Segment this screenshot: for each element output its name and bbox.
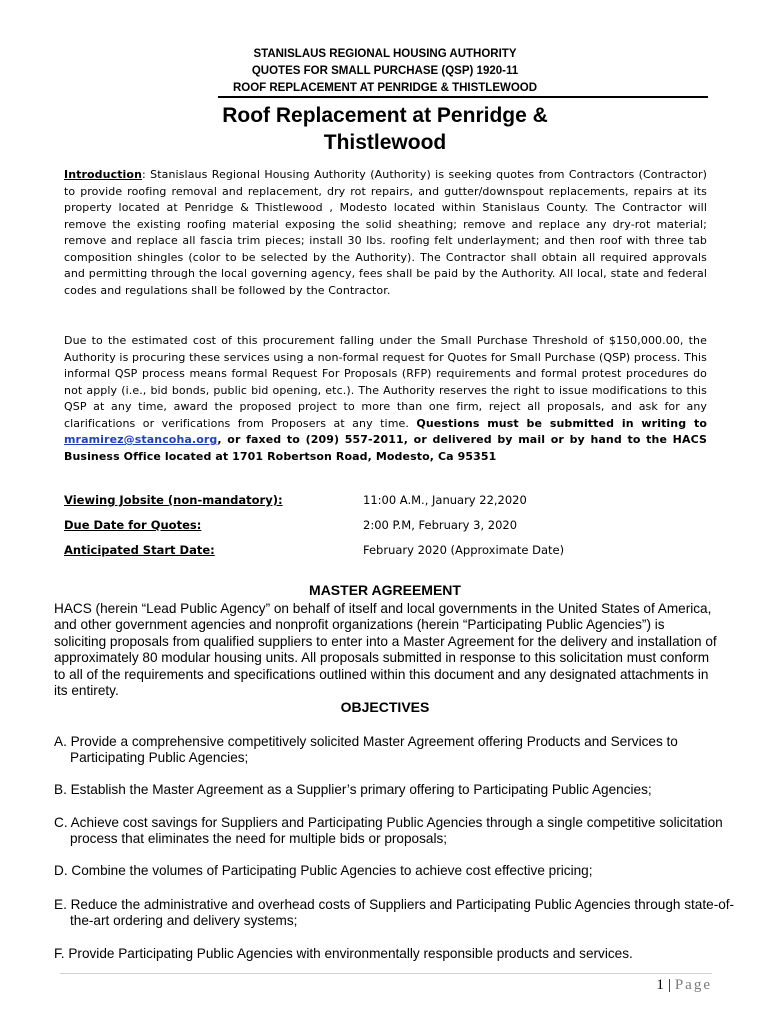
page-separator: |: [667, 977, 671, 993]
intro-paragraph: [64, 167, 707, 299]
intro-text: : Stanislaus Regional Housing Authority (Authority) is seeking quotes from Contractors (Contractor) to provide roofing removal and replacement, dry rot repairs, and gutter/downspout replacements, repairs at its property located at Penridge & Thistlewood , Modesto located within Stanislaus County. The Contractor will remove the existing roofing material exposing the solid sheathing; remove and replace any dry-rot material; remove and replace all fascia trim pieces; install 30 lbs. roofing felt underlayment; and then roof with three tab composition shingles (color to be selected by the Authority). The Contractor shall obtain all required approvals and permitting through the local governing agency, fees shall be paid by the Authority. All local, state and federal codes and regulations shall be followed by the Contractor.: [64, 168, 707, 297]
page-footer: [656, 977, 712, 994]
email-link[interactable]: mramirez@stancoha.org: [64, 433, 218, 446]
schedule-label: Anticipated Start Date:: [64, 543, 215, 557]
cost-instructions-b: , or faxed to (209) 557-2011, or delivered by mail or by hand to the HACS Business Office located at 1701 Robertson Road, Modesto, Ca 95351: [64, 433, 707, 463]
master-agreement-heading: MASTER AGREEMENT: [309, 582, 461, 598]
page-number: 1: [656, 977, 664, 993]
header-project: ROOF REPLACEMENT AT PENRIDGE & THISTLEWOOD: [232, 82, 538, 94]
schedule-label: Viewing Jobsite (non-mandatory):: [64, 493, 283, 507]
header-qsp: QUOTES FOR SMALL PURCHASE (QSP) 1920-11: [251, 65, 519, 77]
master-agreement-text: HACS (herein “Lead Public Agency” on behalf of itself and local governments in the United States of America, and other government agencies and nonprofit organizations (herein “Participating Public Agencies”) is soliciting proposals from qualified suppliers to enter into a Master Agreement for the delivery and installation of approximately 80 modular housing units. All proposals submitted in response to this solicitation must conform to all of the requirements and specifications outlined within this document and any designated attachments in its entirety.: [54, 601, 717, 699]
objective-item: B. Establish the Master Agreement as a Supplier’s primary offering to Participating Public Agencies;: [54, 782, 652, 797]
schedule-value: 11:00 A.M., January 22,2020: [363, 493, 527, 507]
header-org: STANISLAUS REGIONAL HOUSING AUTHORITY: [253, 48, 517, 60]
objective-item: D. Combine the volumes of Participating Public Agencies to achieve cost effective pricing;: [54, 863, 593, 878]
objective-item: E. Reduce the administrative and overhead costs of Suppliers and Participating Public Agencies through state-of-the-art ordering and delivery systems;: [54, 897, 735, 929]
cost-paragraph: [64, 333, 707, 465]
title-line-1: Roof Replacement at Penridge &: [222, 104, 548, 127]
cost-text: Due to the estimated cost of this procurement falling under the Small Purchase Threshold of $150,000.00, the Authority is procuring these services using a non-formal request for Quotes for Small Purchase (QSP) process. This informal QSP process means formal Request For Proposals (RFP) requirements and formal protest procedures do not apply (i.e., bid bonds, public bid opening, etc.). The Authority reserves the right to issue modifications to this QSP at any time, award the proposed project to more than one firm, reject all proposals, and ask for any clarifications or verifications from Proposers at any time.: [64, 334, 707, 430]
objective-item: F. Provide Participating Public Agencies with environmentally responsible products and services.: [54, 946, 633, 961]
objectives-heading: OBJECTIVES: [340, 699, 430, 715]
objective-item: A. Provide a comprehensive competitively solicited Master Agreement offering Products and Services to Participating Public Agencies;: [54, 734, 678, 766]
schedule-value: 2:00 P.M, February 3, 2020: [363, 518, 518, 532]
page-label: Page: [674, 977, 712, 993]
schedule-label: Due Date for Quotes:: [64, 518, 202, 532]
footer-rule: [60, 973, 712, 974]
title-line-2: Thistlewood: [323, 131, 447, 154]
intro-label: Introduction: [64, 168, 143, 181]
objective-item: C. Achieve cost savings for Suppliers and Participating Public Agencies through a single competitive solicitation process that eliminates the need for multiple bids or proposals;: [54, 815, 723, 847]
header-rule: [218, 96, 708, 98]
schedule-value: February 2020 (Approximate Date): [363, 543, 565, 557]
cost-instructions-a: Questions must be submitted in writing to: [416, 416, 707, 430]
